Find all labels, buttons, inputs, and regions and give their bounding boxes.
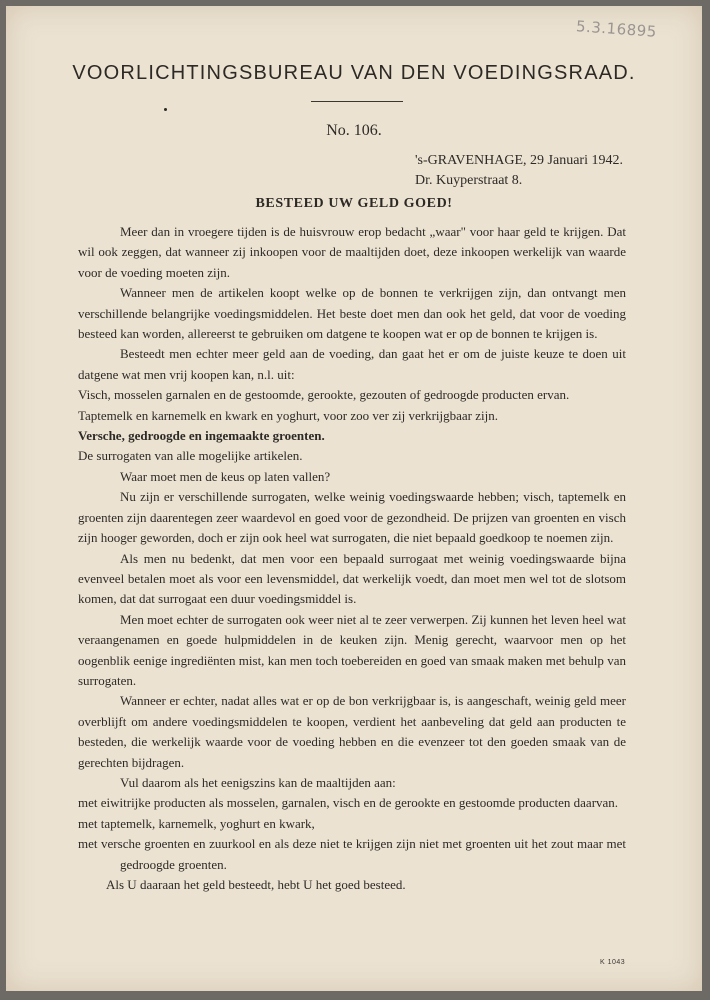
list-item: met eiwitrijke producten als mosselen, garnalen, visch en de gerookte en gestoomde producten daarvan.: [78, 795, 619, 811]
document-title: BESTEED UW GELD GOED!: [255, 196, 453, 211]
place-date: 's-GRAVENHAGE, 29 Januari 1942.: [415, 153, 623, 168]
place-date-block: [415, 151, 623, 191]
archive-stamp: 5.3.16895: [575, 17, 658, 41]
paragraph: Waar moet men de keus op laten vallen?: [120, 468, 331, 484]
ink-dot: [164, 108, 167, 111]
list-item: Taptemelk en karnemelk en kwark en yoghurt, voor zoo ver zij verkrijgbaar zijn.: [78, 407, 498, 423]
list-item: Versche, gedroogde en ingemaakte groenten.: [78, 428, 325, 444]
list-item: De surrogaten van alle mogelijke artikelen.: [78, 448, 303, 464]
document-page: [6, 6, 702, 991]
closing-line: Als U daaraan het geld besteedt, hebt U het goed besteed.: [106, 877, 406, 892]
document-body: [78, 222, 626, 895]
paragraph: Vul daarom als het eenigszins kan de maaltijden aan:: [120, 774, 396, 790]
address: Dr. Kuyperstraat 8.: [415, 173, 523, 188]
list-item: met versche groenten en zuurkool en als deze niet te krijgen zijn niet met groenten uit het zout maar met gedroogde groenten.: [78, 836, 626, 872]
paragraph: Wanneer er echter, nadat alles wat er op de bon verkrijgbaar is, is aangeschaft, weinig geld meer overblijft om andere voedingsmiddelen te koopen, verdient het aanbeveling dat geld aan producten te besteden, die werkelijk waarde voor de voeding hebben en die evenzeer tot den goeden smaak van de gerechten bijdragen.: [78, 693, 626, 770]
list-item: met taptemelk, karnemelk, yoghurt en kwark,: [78, 815, 315, 831]
list-item: Visch, mosselen garnalen en de gestoomde, gerookte, gezouten of gedroogde producten ervan.: [78, 387, 570, 403]
catalog-number: K 1043: [600, 959, 626, 966]
paragraph: Nu zijn er verschillende surrogaten, welke weinig voedingswaarde hebben; visch, taptemelk en groenten zijn daarentegen zeer waardevol en goed voor de gezondheid. De prijzen van groenten en visch zijn hooger geworden, doch er zijn ook heel wat surrogaten, die niet bepaald goedkoop te noemen zijn.: [78, 489, 626, 546]
divider: [311, 101, 403, 102]
paragraph: Meer dan in vroegere tijden is de huisvrouw erop bedacht „waar" voor haar geld te krijgen. Dat wil ook zeggen, dat wanneer zij inkoopen voor de maaltijden doet, deze inkoopen werkelijk van waarde voor de voeding moeten zijn.: [78, 224, 626, 280]
paragraph: Als men nu bedenkt, dat men voor een bepaald surrogaat met weinig voedingswaarde bijna evenveel betalen moet als voor een levensmiddel, dat werkelijk voedt, dan moet men wel tot de slotsom komen, dat dat surrogaat een duur voedingsmiddel is.: [78, 550, 626, 607]
paragraph: Men moet echter de surrogaten ook weer niet al te zeer verwerpen. Zij kunnen het leven heel wat veraangenamen en goede hulpmiddelen in de keuken zijn. Menig gerecht, waarvoor men op het oogenblik eenige ingrediënten mist, kan men toch toebereiden en goed van smaak maken met behulp van surrogaten.: [78, 611, 626, 688]
paragraph: Besteedt men echter meer geld aan de voeding, dan gaat het er om de juiste keuze te doen uit datgene wat men vrij koopen kan, n.l. uit:: [78, 346, 626, 382]
issue-number: No. 106.: [326, 122, 382, 139]
letterhead: VOORLICHTINGSBUREAU VAN DEN VOEDINGSRAAD.: [72, 62, 636, 84]
paragraph: Wanneer men de artikelen koopt welke op de bonnen te verkrijgen zijn, dan ontvangt men verschillende belangrijke voedingsmiddelen. Het beste doet men dan ook het geld, dat voor de voeding besteed kan worden, allereerst te gebruiken om datgene te koopen wat er op de bonnen te krijgen is.: [78, 285, 626, 342]
